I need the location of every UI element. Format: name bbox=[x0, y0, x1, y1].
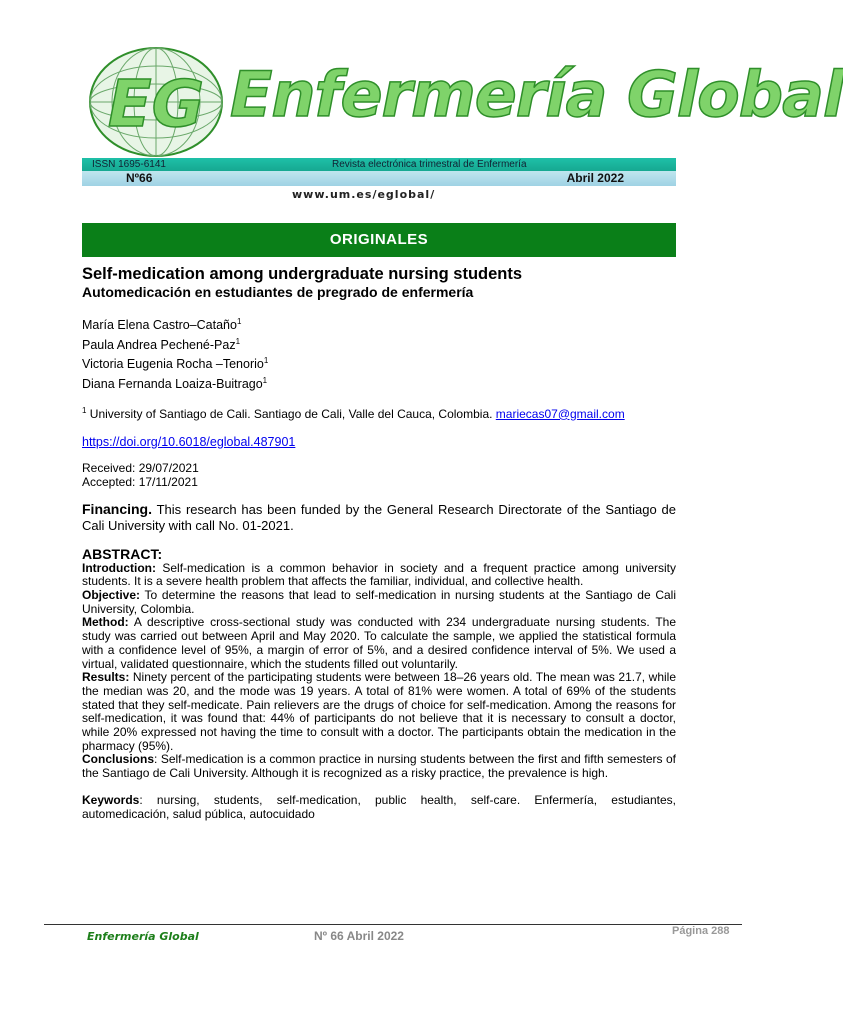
article-body bbox=[82, 264, 676, 821]
abstract-objective: Objective: To determine the reasons that lead to self-medication in nursing students at the Santiago de Cali University, Colombia. bbox=[82, 588, 676, 616]
author: María Elena Castro–Cataño$^1$ bbox=[82, 317, 242, 333]
section-label: ORIGINALES bbox=[82, 223, 676, 257]
doi-link[interactable]: https://doi.org/10.6018/eglobal.487901 bbox=[82, 434, 296, 449]
footer-issue: Nº 66 Abril 2022 bbox=[314, 929, 404, 943]
article-title-english: Self-medication among undergraduate nursing students bbox=[82, 265, 523, 283]
accepted-date: Accepted: 17/11/2021 bbox=[82, 474, 198, 489]
doi-row bbox=[82, 434, 676, 450]
author: Paula Andrea Pechené-Paz$^1$ bbox=[82, 336, 241, 352]
journal-subtitle: Revista electrónica trimestral de Enfermería bbox=[332, 159, 527, 170]
issn-band bbox=[82, 158, 676, 171]
article-dates bbox=[82, 461, 676, 489]
received-date: Received: 29/07/2021 bbox=[82, 460, 199, 475]
affiliation: $^1$ University of Santiago de Cali. Santiago de Cali, Valle del Cauca, Colombia. mariecas07@gmail.com bbox=[82, 405, 625, 421]
logo-letters: EG bbox=[107, 68, 205, 142]
author: Victoria Eugenia Rocha –Tenorio$^1$ bbox=[82, 356, 269, 372]
author: Diana Fernanda Loaiza-Buitrago$^1$ bbox=[82, 375, 268, 392]
issn: ISSN 1695-6141 bbox=[92, 159, 166, 170]
keywords-label: Keywords bbox=[82, 792, 140, 807]
abstract-method: Method: A descriptive cross-sectional study was conducted with 234 undergraduate nursing students. The study was carried out between April and May 2020. To calculate the sample, we applied the statistical formula with a confidence level of 95%, a margin of error of 5%, and a desired confidence interval of 5%. We used a virtual, validated questionnaire, which the students filled out voluntarily. bbox=[82, 615, 676, 671]
email-link[interactable]: mariecas07@gmail.com bbox=[495, 406, 625, 421]
financing-label: Financing. bbox=[82, 500, 152, 517]
article-title-spanish: Automedicación en estudiantes de pregrado de enfermería bbox=[82, 284, 474, 300]
keywords: Keywords: nursing, students, self-medication, public health, self-care. Enfermería, estudiantes, automedicación, salud pública, autocuidado bbox=[82, 792, 676, 821]
journal-url: www.um.es/eglobal/ bbox=[292, 188, 436, 201]
footer-divider bbox=[44, 924, 742, 925]
issue-band bbox=[82, 171, 676, 186]
globe-logo-icon bbox=[86, 44, 226, 160]
journal-name: Enfermería Global bbox=[230, 58, 843, 131]
abstract bbox=[82, 562, 676, 781]
financing-statement: Financing. This research has been funded by the General Research Directorate of the Santiago de Cali University with call No. 01-2021. bbox=[82, 500, 676, 533]
issue-number: Nº66 bbox=[126, 171, 153, 185]
footer-brand: Enfermería Global bbox=[87, 930, 199, 943]
abstract-conclusions: Conclusions: Self-medication is a common practice in nursing students between the first and fifth semesters of the Santiago de Cali University. Although it is recognized as a risky practice, the prevalence is high. bbox=[82, 752, 676, 781]
abstract-introduction: Introduction: Self-medication is a common behavior in society and a frequent practice among university students. It is a severe health problem that affects the familiar, individual, and collective health. bbox=[82, 560, 676, 589]
page-number: Página 288 bbox=[672, 925, 730, 937]
issue-date: Abril 2022 bbox=[566, 171, 624, 185]
author-list bbox=[82, 314, 676, 393]
abstract-results: Results: Ninety percent of the participating students were between 18–26 years old. The mean was 21.7, while the median was 20, and the mode was 19 years. A total of 81% were women. A total of 69% of the students stated that they self-medicate. Pain relievers are the drugs of choice for self-medication. Among the reasons for self-medication, it was found that: 44% of participants do not believe that it is necessary to consult a doctor, while 20% expressed not having the time to consult with a doctor. The participants obtain the medication in the pharmacy (95%). bbox=[82, 670, 676, 753]
journal-masthead bbox=[82, 40, 843, 210]
abstract-heading: ABSTRACT: bbox=[82, 545, 163, 562]
